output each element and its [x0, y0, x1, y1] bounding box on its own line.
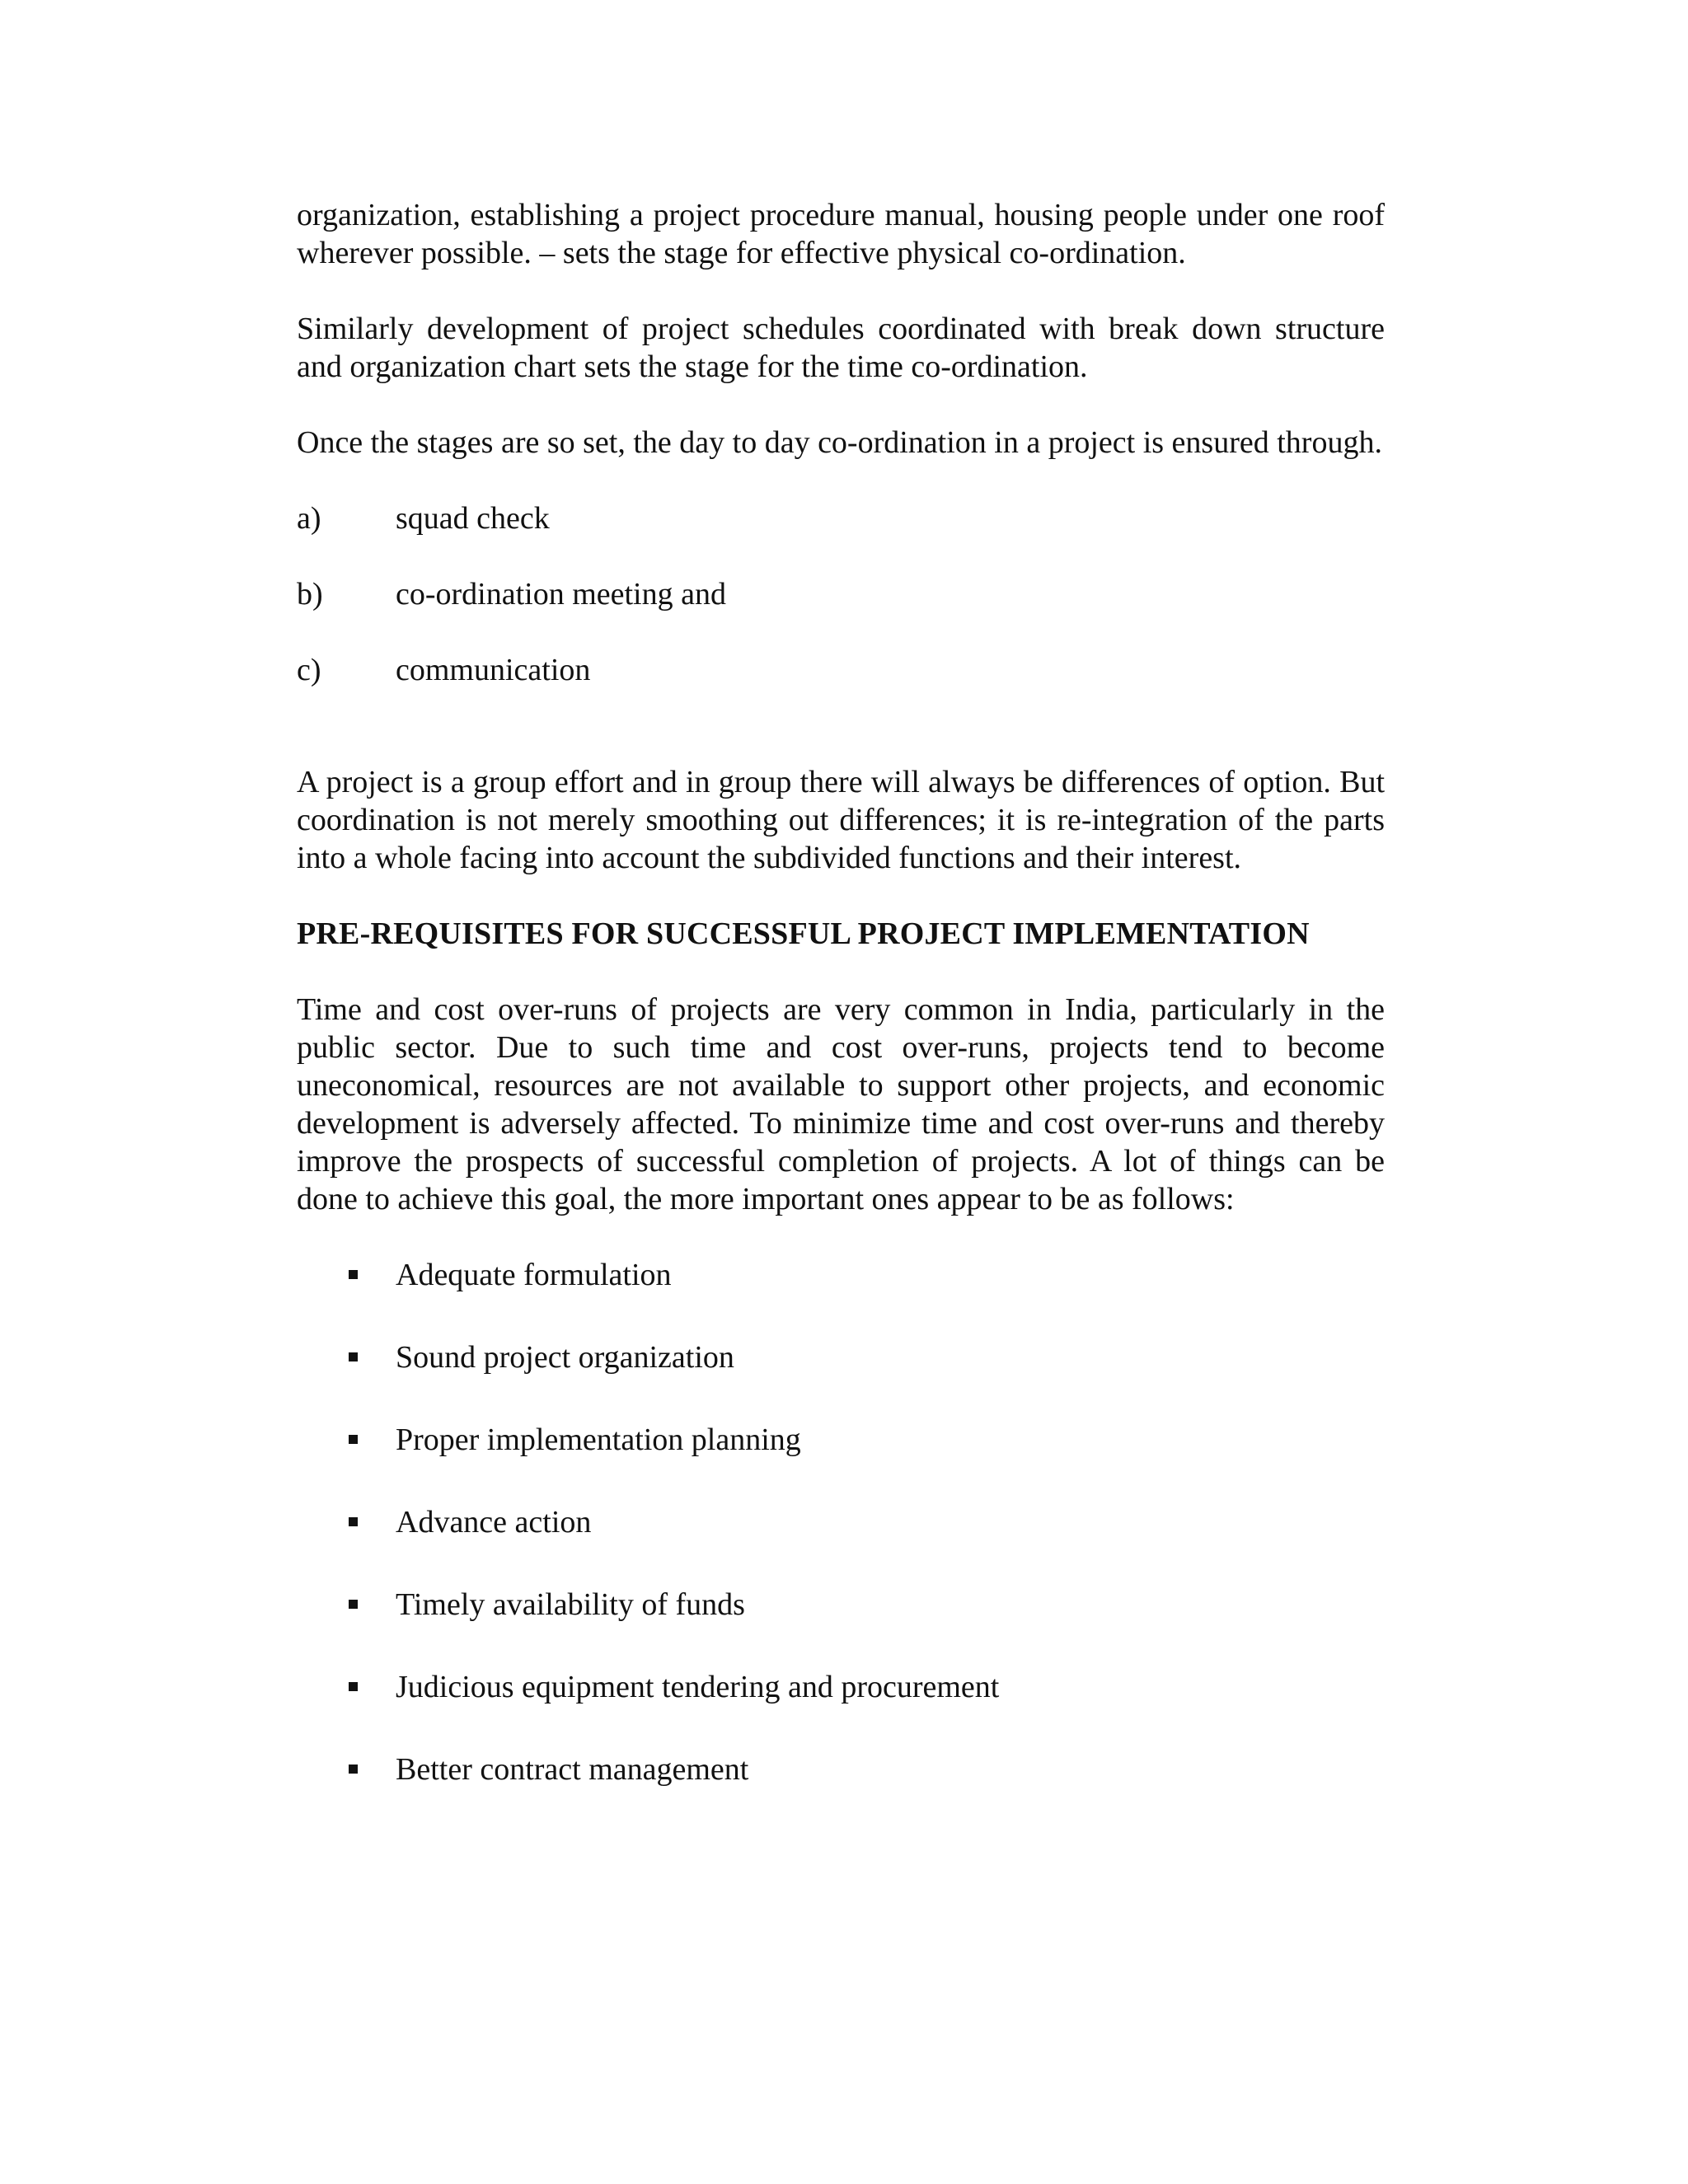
list-item-text: co-ordination meeting and — [396, 577, 726, 612]
list-item — [297, 1421, 1385, 1459]
list-item — [297, 1338, 1385, 1376]
list-marker: b) — [297, 577, 323, 612]
paragraph-physical-coordination: organization, establishing a project procedure manual, housing people under one roof wherever possible. – sets the stage for effective physical co-ordination. — [297, 198, 1385, 270]
list-item-text: Sound project organization — [396, 1340, 734, 1375]
paragraph-group-effort: A project is a group effort and in group there will always be differences of option. But coordination is not merely smoothing out differences; it is re-integration of the parts into a whole facing into account the subdivided functions and their interest. — [297, 765, 1385, 875]
document-page — [297, 196, 1385, 1833]
list-item — [297, 651, 1385, 689]
list-item-text: communication — [396, 653, 591, 687]
square-bullet-icon — [297, 1421, 396, 1459]
square-bullet-icon — [297, 1503, 396, 1541]
list-item — [297, 1586, 1385, 1624]
list-marker: c) — [297, 653, 321, 687]
list-item-text: Proper implementation planning — [396, 1422, 801, 1457]
list-item-text: Timely availability of funds — [396, 1587, 745, 1622]
square-bullet-icon — [297, 1668, 396, 1706]
list-item — [297, 1668, 1385, 1706]
list-item — [297, 575, 1385, 613]
list-item-text: squad check — [396, 501, 550, 536]
coordination-means-list — [297, 499, 1385, 689]
paragraph-day-to-day-coordination: Once the stages are so set, the day to day co-ordination in a project is ensured through. — [297, 425, 1382, 460]
list-item-text: Adequate formulation — [396, 1258, 672, 1292]
square-bullet-icon — [297, 1256, 396, 1294]
square-bullet-icon — [297, 1586, 396, 1624]
square-bullet-icon — [297, 1338, 396, 1376]
list-item-text: Judicious equipment tendering and procurement — [396, 1670, 1000, 1704]
list-item — [297, 499, 1385, 537]
list-item — [297, 1256, 1385, 1294]
paragraph-time-coordination: Similarly development of project schedules coordinated with break down structure and organization chart sets the stage for the time co-ordination. — [297, 312, 1385, 384]
list-item — [297, 1503, 1385, 1541]
list-item-text: Better contract management — [396, 1752, 749, 1787]
prerequisites-list — [297, 1256, 1385, 1788]
list-marker: a) — [297, 501, 321, 536]
square-bullet-icon — [297, 1750, 396, 1788]
section-heading: PRE-REQUISITES FOR SUCCESSFUL PROJECT IMPLEMENTATION — [297, 916, 1310, 951]
list-item — [297, 1750, 1385, 1788]
paragraph-cost-overruns: Time and cost over-runs of projects are very common in India, particularly in the public sector. Due to such time and cost over-runs, projects tend to become uneconomical, resources are not available to support other projects, and economic development is adversely affected. To minimize time and cost over-runs and thereby improve the prospects of successful completion of projects. A lot of things can be done to achieve this goal, the more important ones appear to be as follows: — [297, 992, 1385, 1216]
list-item-text: Advance action — [396, 1505, 592, 1540]
